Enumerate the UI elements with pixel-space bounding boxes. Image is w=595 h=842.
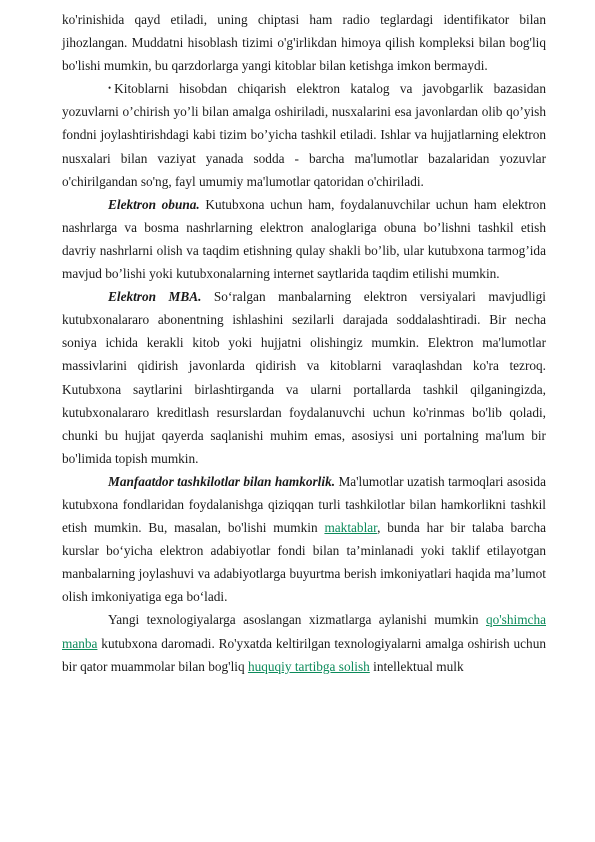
- paragraph-text: kutubxona daromadi. Ro'yxatda keltirilgan texnologiyalarni amalga oshirish uchun bir qator muammolar bilan bog'liq: [62, 635, 546, 674]
- paragraph-continuation: ko'rinishida qayd etiladi, uning chiptasi ham radio teglardagi identifikator bilan jihozlangan. Muddatni hisoblash tizimi o'g'irlikdan himoya qilish kompleksi bilan bog'liq bo'lishi mumkin, bu qarzdorlarga yangi kitoblar bilan ketishga imkon bermaydi.: [62, 12, 546, 74]
- paragraph-text: Kitoblarni hisobdan chiqarish elektron katalog va javobgarlik bazasidan yozuvlarni o’chirish yo’li bilan amalga oshiriladi, nusxalarini esa javonlardan olib qo’yish fondni joylashtirishdagi kabi tizim bo’yicha tashkil etiladi. Ishlar va hujjatlarning elektron nusxalari bilan vaziyat yanada sodda - barcha ma'lumotlar bazalaridan yozuvlar o'chirilgandan so'ng, fayl umumiy ma'lumotlar qatoridan o'chiriladi.: [62, 81, 546, 189]
- paragraph-decommission: [62, 77, 546, 192]
- section-heading: Elektron MBA.: [108, 289, 202, 305]
- paragraph-electronic-mba: [62, 285, 546, 470]
- paragraph-text: So‘ralgan manbalarning elektron versiyalari mavjudligi kutubxonalararo abonentning ishlashini sezilarli darajada soddalashtiradi. Bir necha soniya ichida kerakli kitob yoki hujjatni olishingiz mumkin. Elektron ma'lumotlar massivlarini qidirish javonlarda qidirish va kitoblarni varaqlashdan ko'ra tezroq. Kutubxona saytlarini birlashtirganda va ularni portallarda tashkil qilganingizda, kutubxonalararo kreditlash resurslardan foydalanuvchi uchun ko'rinmas bo'lib qoladi, chunki bu hujjat qayerda saqlanishi muhim emas, asosiysi uni portalning ma'lum bir bo'limida topish mumkin.: [62, 289, 546, 466]
- paragraph-new-technologies: [62, 608, 546, 677]
- paragraph-text: , bunda har bir talaba barcha kurslar bo‘yicha elektron adabiyotlar fondi bilan ta’minlanadi yoki taklif etilayotgan manbalarning joylashuvi va adabiyotlarga buyurtma berish imkoniyatlari haqida ma’lumot olish imkoniyatiga ega bo‘ladi.: [62, 520, 546, 605]
- link-additional-source[interactable]: qo'shimcha manba: [62, 612, 546, 651]
- link-legal-regulation[interactable]: huquqiy tartibga solish: [247, 658, 370, 674]
- link-maktablar[interactable]: maktablar: [324, 520, 378, 536]
- paragraph-cooperation: [62, 470, 546, 609]
- paragraph-text: Ma'lumotlar uzatish tarmoqlari asosida kutubxona fondlaridan foydalanishga qiziqqan turli tashkilotlar bilan hamkorlikni tashkil etish mumkin. Bu, masalan, bo'lishi mumkin: [62, 473, 546, 536]
- section-heading: Manfaatdor tashkilotlar bilan hamkorlik.: [108, 473, 336, 489]
- section-heading: Elektron obuna.: [108, 196, 200, 212]
- paragraph-text: Kutubxona uchun ham, foydalanuvchilar uchun ham elektron nashrlarga va bosma nashrlarning elektron analoglariga obuna bo’lishni tashkil etish davriy nashrlarni olish va taqdim etishning qulay shakli bo’lib, ular kutubxona tarmog’ida mavjud bo’lishi yoki kutubxonalarning internet saytlarida taqdim etilishi mumkin.: [62, 196, 546, 282]
- document-page: [62, 8, 546, 678]
- bullet-icon: •: [108, 83, 112, 94]
- paragraph-electronic-subscription: [62, 193, 546, 285]
- paragraph-text: Yangi texnologiyalarga asoslangan xizmatlarga aylanishi mumkin: [108, 612, 486, 628]
- paragraph-text: intellektual mulk: [369, 658, 464, 674]
